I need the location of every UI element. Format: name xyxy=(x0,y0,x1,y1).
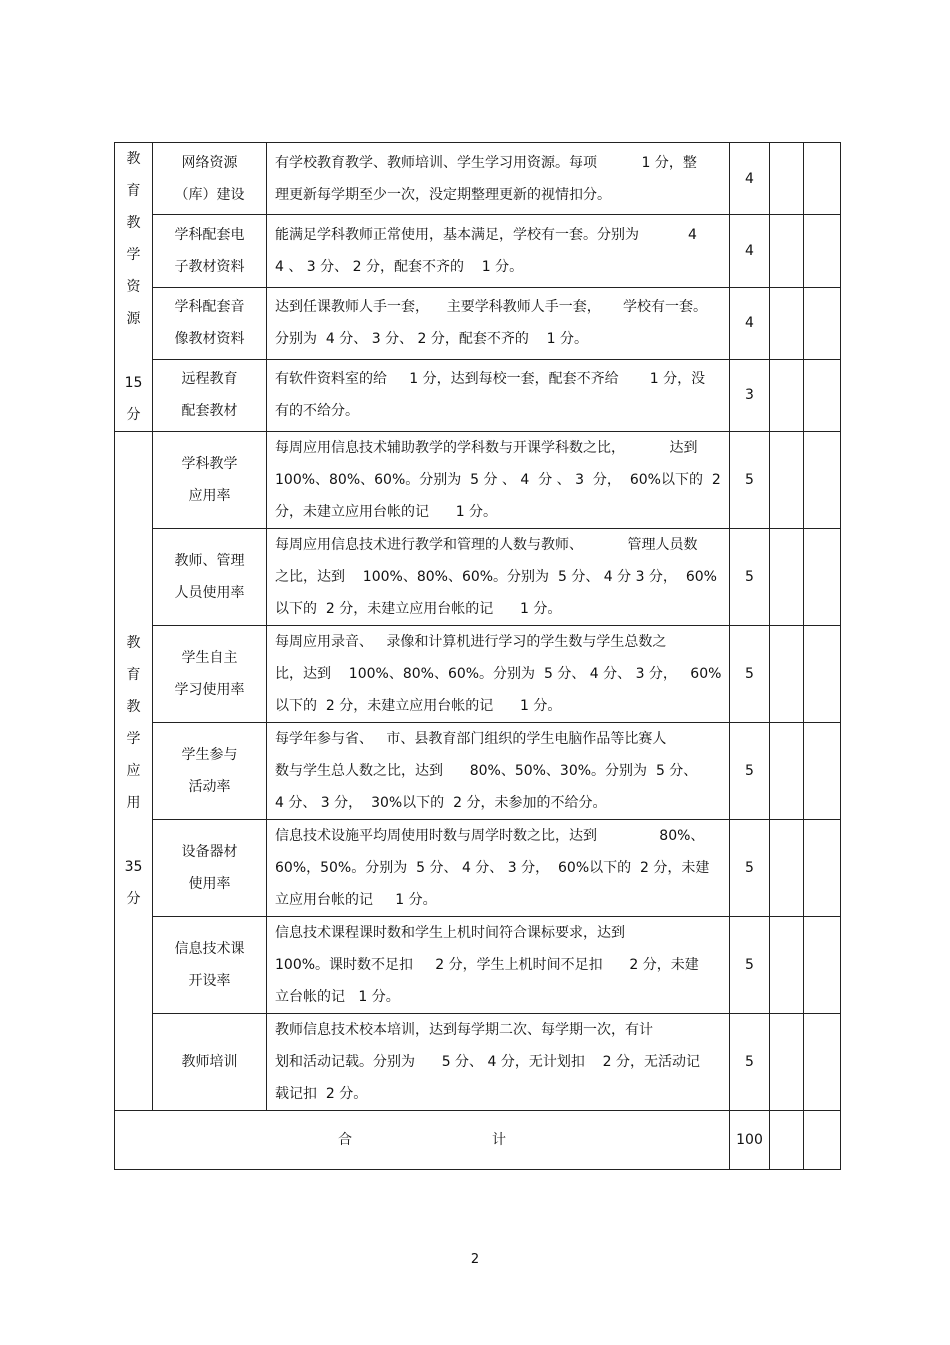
self-score-cell[interactable] xyxy=(770,723,804,820)
category-char: 学 xyxy=(126,731,141,747)
criteria-line: 每周应用信息技术辅助教学的学科数与开课学科数之比， 达到 xyxy=(275,440,698,456)
criteria-line: 理更新每学期至少一次，没定期整理更新的视情扣分。 xyxy=(275,186,611,203)
category-cell xyxy=(115,143,153,432)
item-name-line: 人员使用率 xyxy=(174,585,245,601)
category-char: 教 xyxy=(126,699,141,715)
table-row xyxy=(115,287,841,359)
item-name-cell xyxy=(153,529,267,626)
criteria-cell xyxy=(267,626,730,723)
item-name-line: 网络资源 xyxy=(181,154,238,171)
criteria-cell xyxy=(267,723,730,820)
criteria-cell xyxy=(267,143,730,215)
total-review-score-cell[interactable] xyxy=(804,1111,841,1170)
item-name-line: 远程教育 xyxy=(181,371,238,388)
item-name-cell xyxy=(153,723,267,820)
criteria-line: 4 分、 3 分， 30%以下的 2 分，未参加的不给分。 xyxy=(275,795,607,811)
criteria-cell xyxy=(267,529,730,626)
category-char: 教 xyxy=(126,151,141,167)
self-score-cell[interactable] xyxy=(770,1014,804,1111)
table-row xyxy=(115,917,841,1014)
item-name-line: 教师培训 xyxy=(181,1054,238,1070)
criteria-line: 每学年参与省、 市、县教育部门组织的学生电脑作品等比赛人 xyxy=(275,731,667,747)
points-cell: 5 xyxy=(730,820,770,917)
item-name-line: 信息技术课 xyxy=(174,941,245,957)
criteria-line: 能满足学科教师正常使用，基本满足，学校有一套。分别为 4 xyxy=(275,226,697,243)
self-score-cell[interactable] xyxy=(770,917,804,1014)
criteria-line: 立台帐的记 1 分。 xyxy=(275,989,400,1005)
table-row xyxy=(115,432,841,529)
criteria-line: 每周应用信息技术进行教学和管理的人数与教师、 管理人员数 xyxy=(275,537,698,553)
self-score-cell[interactable] xyxy=(770,432,804,529)
criteria-line: 有的不给分。 xyxy=(275,403,359,420)
item-name-line: 学科配套电 xyxy=(174,226,245,243)
criteria-line: 分，未建立应用台帐的记 1 分。 xyxy=(275,504,498,520)
evaluation-table-body xyxy=(115,143,841,1170)
criteria-line: 100%。课时数不足扣 2 分，学生上机时间不足扣 2 分，未建 xyxy=(275,957,699,973)
criteria-line: 划和活动记载。分别为 5 分、 4 分，无计划扣 2 分，无活动记 xyxy=(275,1054,701,1070)
page-number: 2 xyxy=(470,1252,480,1267)
points-cell: 5 xyxy=(730,723,770,820)
review-score-cell[interactable] xyxy=(804,287,841,359)
criteria-line: 60%，50%。分别为 5 分、 4 分、 3 分， 60%以下的 2 分，未建 xyxy=(275,860,710,876)
criteria-line: 之比，达到 100%、80%、60%。分别为 5 分、 4 分 3 分， 60% xyxy=(275,569,717,585)
category-char: 资 xyxy=(126,279,141,295)
criteria-line: 以下的 2 分，未建立应用台帐的记 1 分。 xyxy=(275,698,562,714)
item-name-cell xyxy=(153,215,267,287)
total-points-cell: 100 xyxy=(730,1111,770,1170)
item-name-cell xyxy=(153,143,267,215)
table-row xyxy=(115,1014,841,1111)
points-cell: 5 xyxy=(730,432,770,529)
total-self-score-cell[interactable] xyxy=(770,1111,804,1170)
criteria-line: 信息技术课程课时数和学生上机时间符合课标要求，达到 xyxy=(275,925,625,941)
item-name-line: 学生参与 xyxy=(181,747,238,763)
criteria-cell xyxy=(267,215,730,287)
category-char xyxy=(115,819,152,851)
category-char: 教 xyxy=(126,635,141,651)
review-score-cell[interactable] xyxy=(804,723,841,820)
points-cell: 4 xyxy=(730,143,770,215)
criteria-line: 信息技术设施平均周使用时数与周学时数之比，达到 80%、 xyxy=(275,828,705,844)
criteria-line: 有软件资料室的给 1 分，达到每校一套，配套不齐给 1 分，没 xyxy=(275,371,706,388)
item-name-line: （库）建设 xyxy=(174,186,245,203)
category-char: 源 xyxy=(126,311,141,327)
review-score-cell[interactable] xyxy=(804,626,841,723)
item-name-line: 使用率 xyxy=(188,876,231,892)
item-name-line: 学科配套音 xyxy=(174,299,245,316)
criteria-line: 4 、 3 分、 2 分，配套不齐的 1 分。 xyxy=(275,258,524,275)
review-score-cell[interactable] xyxy=(804,359,841,431)
self-score-cell[interactable] xyxy=(770,143,804,215)
table-row xyxy=(115,820,841,917)
points-cell: 4 xyxy=(730,287,770,359)
category-char: 教 xyxy=(126,215,141,231)
review-score-cell[interactable] xyxy=(804,917,841,1014)
review-score-cell[interactable] xyxy=(804,820,841,917)
item-name-line: 设备器材 xyxy=(181,844,238,860)
table-row xyxy=(115,215,841,287)
criteria-cell xyxy=(267,917,730,1014)
evaluation-table xyxy=(114,142,841,1170)
total-label-left: 合 xyxy=(338,1132,352,1148)
review-score-cell[interactable] xyxy=(804,529,841,626)
item-name-line: 应用率 xyxy=(188,488,231,504)
category-char: 用 xyxy=(126,795,141,811)
category-char: 育 xyxy=(126,667,141,683)
criteria-line: 100%、80%、60%。分别为 5 分 、 4 分 、 3 分， 60%以下的 2 xyxy=(275,472,721,488)
item-name-cell xyxy=(153,432,267,529)
category-char: 育 xyxy=(126,183,141,199)
category-char: 35 xyxy=(124,859,143,875)
item-name-line: 教师、管理 xyxy=(174,553,245,569)
criteria-line: 教师信息技术校本培训，达到每学期二次、每学期一次，有计 xyxy=(275,1022,653,1038)
table-row xyxy=(115,359,841,431)
table-row xyxy=(115,723,841,820)
criteria-line: 比，达到 100%、80%、60%。分别为 5 分、 4 分、 3 分， 60% xyxy=(275,666,722,682)
item-name-cell xyxy=(153,1014,267,1111)
item-name-line: 子教材资料 xyxy=(174,258,245,275)
criteria-line: 分别为 4 分、 3 分、 2 分，配套不齐的 1 分。 xyxy=(275,331,589,348)
item-name-cell xyxy=(153,917,267,1014)
item-name-cell xyxy=(153,820,267,917)
item-name-line: 学习使用率 xyxy=(174,682,245,698)
category-char: 应 xyxy=(126,763,141,779)
table-row xyxy=(115,626,841,723)
criteria-cell xyxy=(267,287,730,359)
total-label-cell xyxy=(115,1111,730,1170)
criteria-line: 每周应用录音、 录像和计算机进行学习的学生数与学生总数之 xyxy=(275,634,667,650)
table-row xyxy=(115,529,841,626)
points-cell: 5 xyxy=(730,626,770,723)
self-score-cell[interactable] xyxy=(770,820,804,917)
category-char: 分 xyxy=(126,407,141,423)
criteria-line: 数与学生总人数之比，达到 80%、50%、30%。分别为 5 分、 xyxy=(275,763,698,779)
criteria-line: 达到任课教师人手一套， 主要学科教师人手一套， 学校有一套。 xyxy=(275,299,708,316)
item-name-line: 开设率 xyxy=(188,973,231,989)
total-row xyxy=(115,1111,841,1170)
category-char xyxy=(115,335,152,367)
category-char: 学 xyxy=(126,247,141,263)
points-cell: 5 xyxy=(730,529,770,626)
review-score-cell[interactable] xyxy=(804,432,841,529)
item-name-line: 配套教材 xyxy=(181,403,238,420)
criteria-cell xyxy=(267,359,730,431)
review-score-cell[interactable] xyxy=(804,143,841,215)
criteria-cell xyxy=(267,1014,730,1111)
item-name-cell xyxy=(153,626,267,723)
review-score-cell[interactable] xyxy=(804,1014,841,1111)
points-cell: 5 xyxy=(730,1014,770,1111)
table-row xyxy=(115,143,841,215)
review-score-cell[interactable] xyxy=(804,215,841,287)
criteria-cell xyxy=(267,432,730,529)
item-name-line: 活动率 xyxy=(188,779,231,795)
item-name-cell xyxy=(153,359,267,431)
item-name-line: 学生自主 xyxy=(181,650,238,666)
criteria-cell xyxy=(267,820,730,917)
item-name-cell xyxy=(153,287,267,359)
self-score-cell[interactable] xyxy=(770,287,804,359)
category-char: 分 xyxy=(126,891,141,907)
points-cell: 4 xyxy=(730,215,770,287)
criteria-line: 立应用台帐的记 1 分。 xyxy=(275,892,437,908)
self-score-cell[interactable] xyxy=(770,215,804,287)
item-name-line: 像教材资料 xyxy=(174,331,245,348)
criteria-line: 以下的 2 分，未建立应用台帐的记 1 分。 xyxy=(275,601,562,617)
points-cell: 5 xyxy=(730,917,770,1014)
criteria-line: 载记扣 2 分。 xyxy=(275,1086,368,1102)
self-score-cell[interactable] xyxy=(770,529,804,626)
points-cell: 3 xyxy=(730,359,770,431)
category-char: 15 xyxy=(124,375,143,391)
total-label-right: 计 xyxy=(492,1132,506,1148)
item-name-line: 学科教学 xyxy=(181,456,238,472)
self-score-cell[interactable] xyxy=(770,626,804,723)
category-cell xyxy=(115,432,153,1111)
self-score-cell[interactable] xyxy=(770,359,804,431)
criteria-line: 有学校教育教学、教师培训、学生学习用资源。每项 1 分，整 xyxy=(275,154,697,171)
